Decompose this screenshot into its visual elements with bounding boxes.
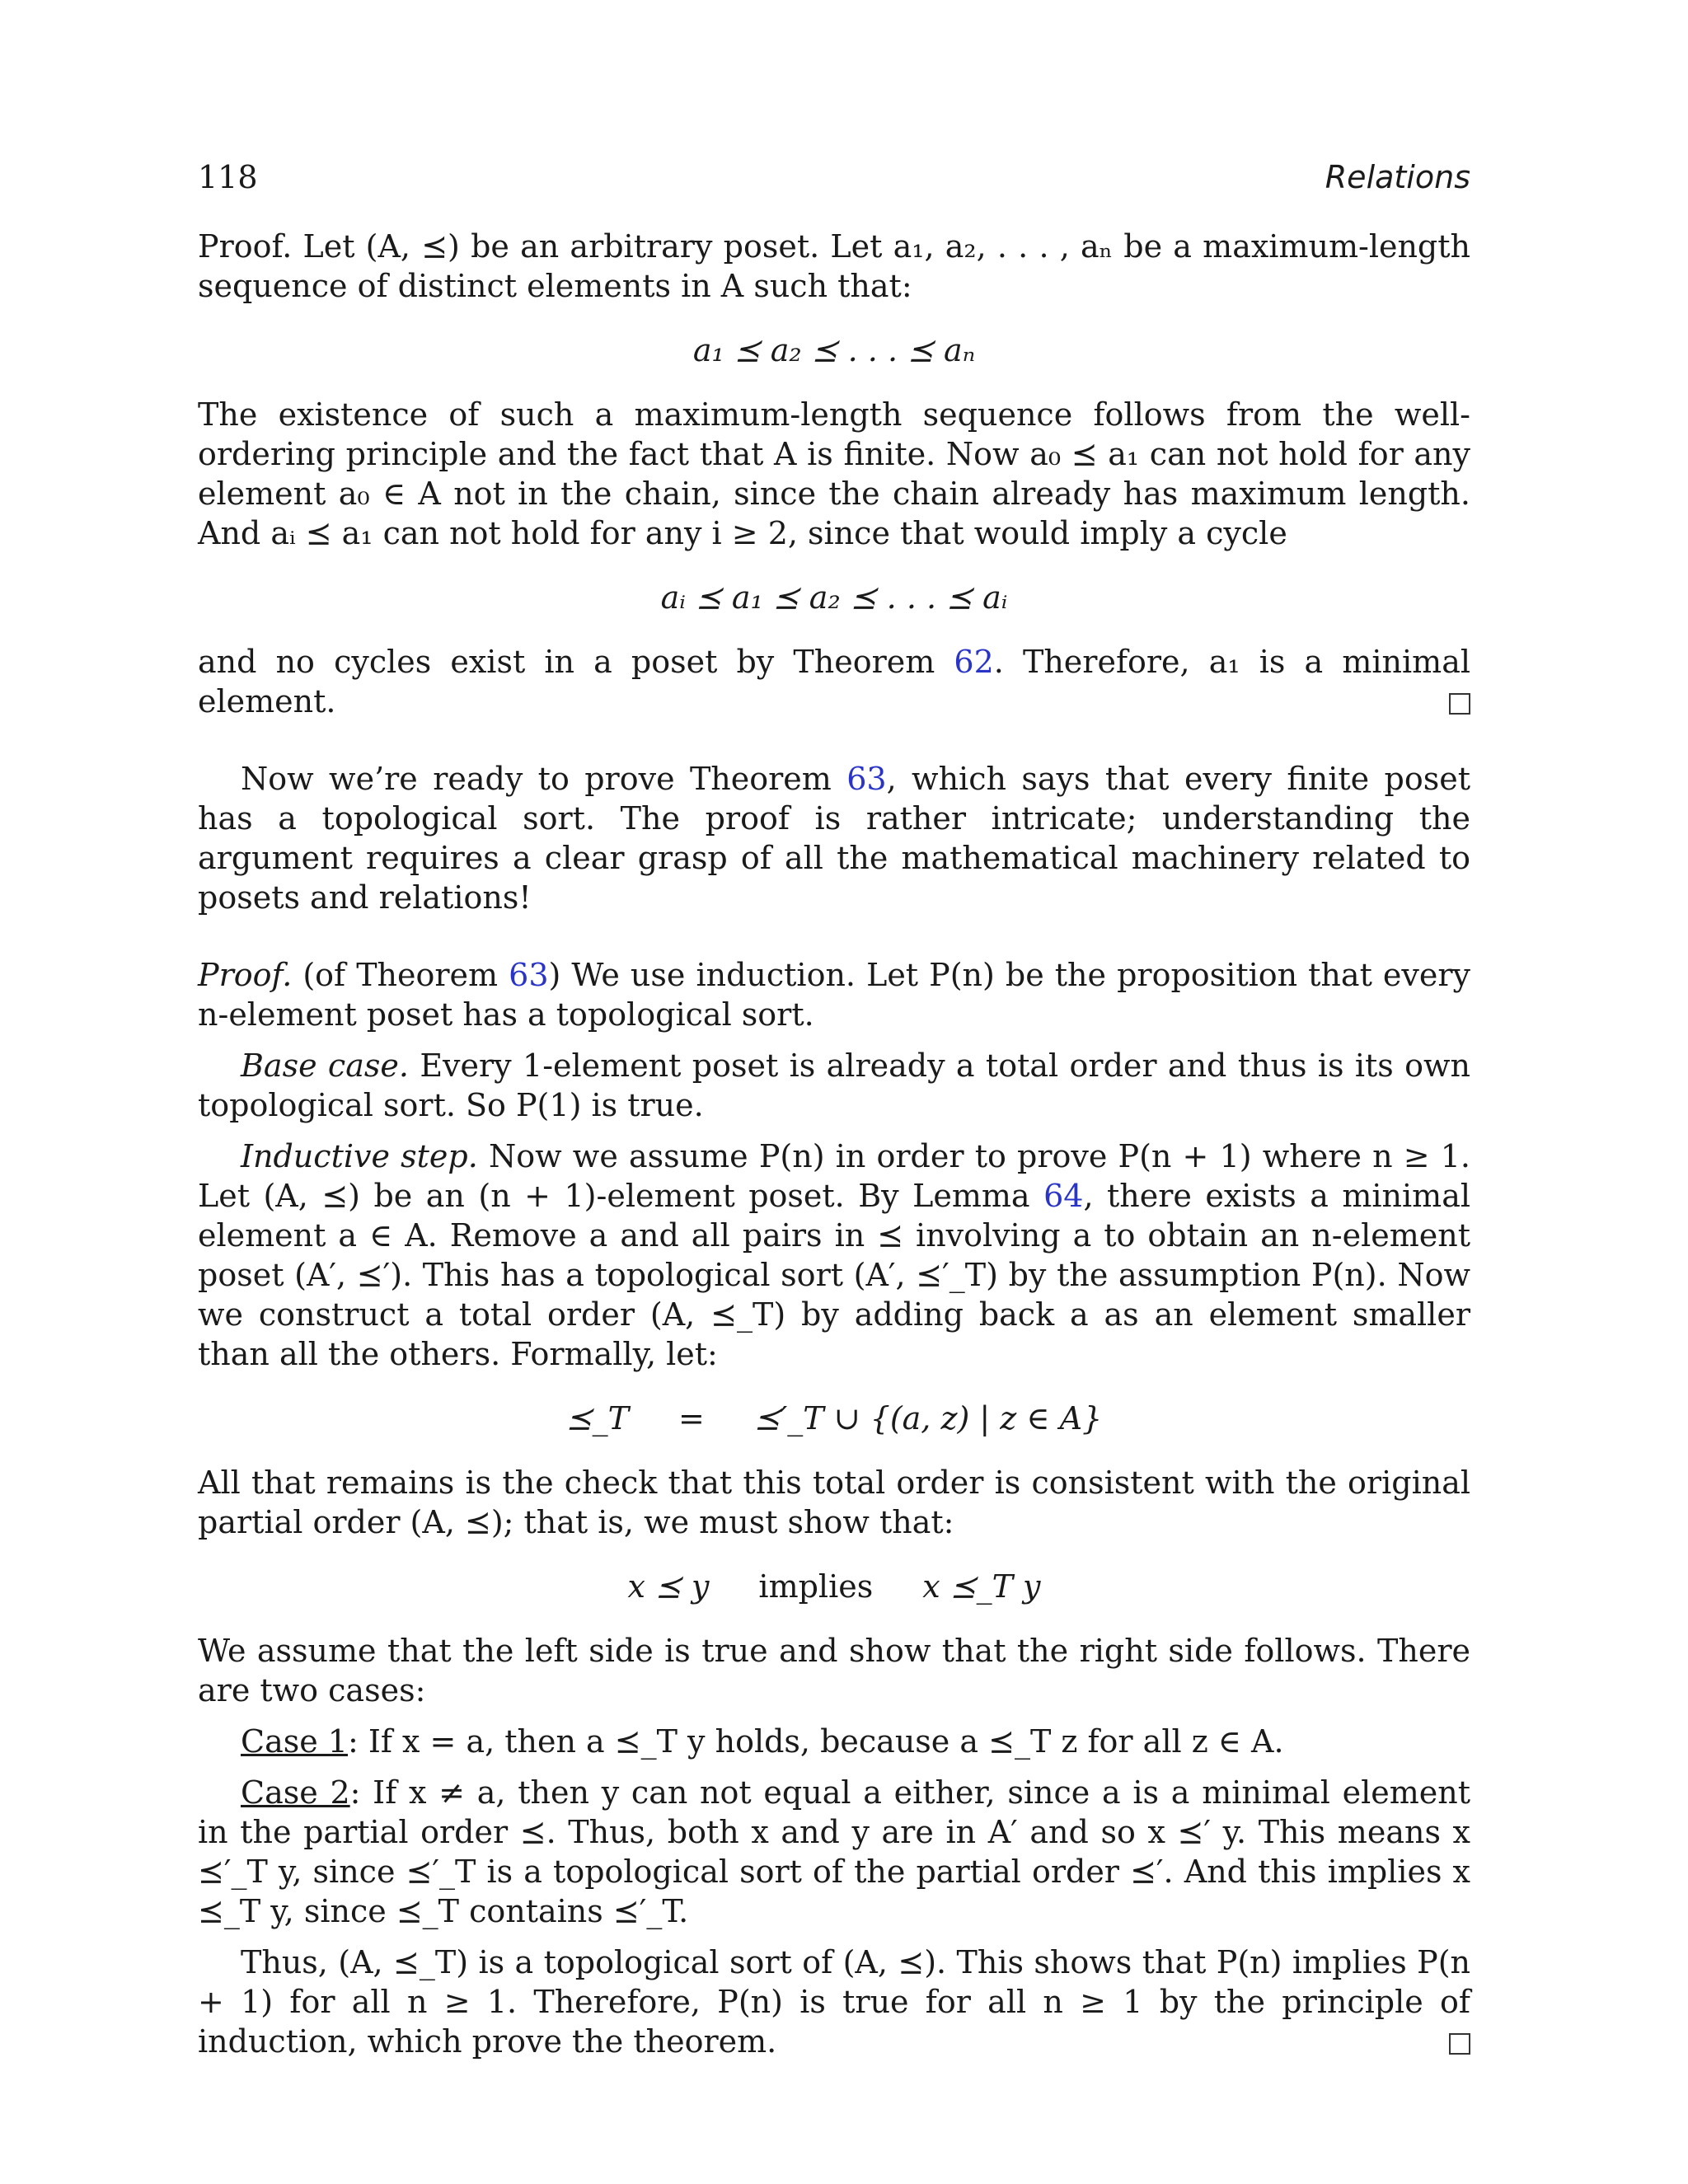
interlude-text-b: , which says that every finite poset has a topological sort. The proof is rather intricate; understanding the argument requires a clear grasp of all the mathematical machinery related to posets and relations! bbox=[198, 761, 1470, 916]
running-title: Relations bbox=[1325, 159, 1470, 195]
conclusion-paragraph bbox=[198, 1943, 1470, 2061]
definition-lhs: ⪯_T bbox=[565, 1400, 629, 1436]
proof1-display-chain: a₁ ⪯ a₂ ⪯ . . . ⪯ aₙ bbox=[692, 332, 976, 368]
proof1-paragraph-3 bbox=[198, 642, 1470, 721]
theorem-63-link-2[interactable]: 63 bbox=[509, 957, 549, 993]
proof2-label: Proof. bbox=[198, 957, 293, 993]
lemma-64-link[interactable]: 64 bbox=[1043, 1178, 1084, 1214]
implication-word: implies bbox=[758, 1568, 874, 1605]
case2-paragraph bbox=[198, 1773, 1470, 1931]
proof2-intro bbox=[198, 955, 1470, 1034]
conclusion-text: Thus, (A, ⪯_T) is a topological sort of (A, ⪯). This shows that P(n) implies P(n + 1) for all n ≥ 1. Therefore, P(n) is true for all n ≥ 1 by the principle of induction, which prove the theorem. bbox=[198, 1944, 1470, 2060]
theorem-63-link-1[interactable]: 63 bbox=[846, 761, 887, 797]
proof1-p3-text-a: and no cycles exist in a poset by Theorem bbox=[198, 644, 954, 680]
proof2-intro-b: ) We use induction. Let P(n) be the proposition that every n-element poset has a topological sort. bbox=[198, 957, 1470, 1033]
case2-label: Case 2 bbox=[241, 1774, 350, 1811]
base-case-text: Every 1-element poset is already a total order and thus is its own topological sort. So P(1) is true. bbox=[198, 1047, 1470, 1123]
inductive-step-paragraph bbox=[198, 1137, 1470, 1374]
inductive-step-text-b: , there exists a minimal element a ∈ A. Remove a and all pairs in ⪯ involving a to obtain an n-element poset (A′, ⪯′). This has a topological sort (A′, ⪯′_T) by the assumption P(n). Now we construct a total order (A, ⪯_T) by adding back a as an element smaller than all the others. Formally, let: bbox=[198, 1178, 1471, 1372]
implication-lhs: x ⪯ y bbox=[627, 1568, 710, 1605]
base-case-label: Base case. bbox=[241, 1047, 409, 1084]
proof1-p3-text-b: . Therefore, a₁ is a minimal element. bbox=[198, 644, 1471, 719]
interlude-text-a: Now we’re ready to prove Theorem bbox=[241, 761, 847, 797]
proof1-paragraph-1: Proof. Let (A, ⪯) be an arbitrary poset. Let a₁, a₂, . . . , aₙ be a maximum-length sequence of distinct elements in A such that: bbox=[198, 228, 1470, 304]
qed-box-1 bbox=[1449, 693, 1470, 715]
case1-label: Case 1 bbox=[241, 1723, 348, 1760]
definition-rhs: ⪯′_T ∪ {(a, z) | z ∈ A} bbox=[753, 1400, 1103, 1436]
inductive-step-text-a: Now we assume P(n) in order to prove P(n + 1) where n ≥ 1. Let (A, ⪯) be an (n + 1)-element poset. By Lemma bbox=[198, 1138, 1470, 1214]
page-header bbox=[198, 157, 1470, 198]
assume-paragraph: We assume that the left side is true and show that the right side follows. There are two cases: bbox=[198, 1633, 1470, 1708]
remain-paragraph: All that remains is the check that this total order is consistent with the original partial order (A, ⪯); that is, we must show that: bbox=[198, 1465, 1470, 1540]
case1-text: : If x = a, then a ⪯_T y holds, because a ⪯_T z for all z ∈ A. bbox=[347, 1723, 1284, 1760]
proof1-display-cycle: aᵢ ⪯ a₁ ⪯ a₂ ⪯ . . . ⪯ aᵢ bbox=[660, 579, 1008, 616]
theorem-62-link[interactable]: 62 bbox=[954, 644, 994, 680]
proof2-intro-a: (of Theorem bbox=[292, 957, 509, 993]
page-number: 118 bbox=[198, 159, 258, 195]
case1-paragraph bbox=[198, 1722, 1470, 1761]
page-body bbox=[198, 227, 1470, 2061]
total-order-definition bbox=[198, 1399, 1470, 1438]
implication-display bbox=[198, 1567, 1470, 1606]
qed-box-2 bbox=[1449, 2033, 1470, 2055]
interlude-paragraph bbox=[198, 759, 1470, 917]
case2-text: : If x ≠ a, then y can not equal a either, since a is a minimal element in the partial order ⪯. Thus, both x and y are in A′ and so x ⪯′ y. This means x ⪯′_T y, since ⪯′_T is a topological sort of the partial order ⪯′. And this implies x ⪯_T y, since ⪯_T contains ⪯′_T. bbox=[198, 1774, 1470, 1929]
proof1-paragraph-2: The existence of such a maximum-length sequence follows from the well-ordering principle and the fact that A is finite. Now a₀ ⪯ a₁ can not hold for any element a₀ ∈ A not in the chain, since the chain already has maximum length. And aᵢ ⪯ a₁ can not hold for any i ≥ 2, since that would imply a cycle bbox=[198, 396, 1470, 551]
definition-equals: = bbox=[678, 1400, 705, 1436]
inductive-step-label: Inductive step. bbox=[241, 1138, 478, 1174]
base-case-paragraph bbox=[198, 1046, 1470, 1125]
implication-rhs: x ⪯_T y bbox=[922, 1568, 1041, 1605]
